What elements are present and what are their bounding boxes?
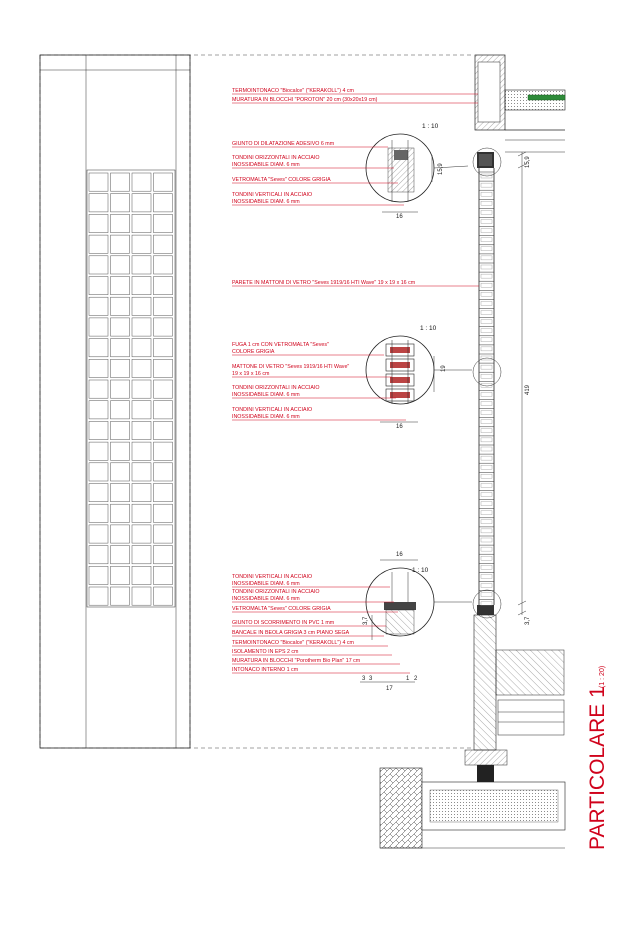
callout-bottom-dim-e: 2 xyxy=(414,676,418,682)
right-dim-main: 419 xyxy=(525,384,531,395)
callout-middle-label-4: 19 x 19 x 16 cm xyxy=(232,371,270,377)
callout-middle-label-2: COLORE GRIGIA xyxy=(232,349,275,355)
callout-top xyxy=(232,123,501,220)
right-dimension xyxy=(518,152,531,625)
top-labels xyxy=(232,88,478,103)
callout-middle-dim-width: 16 xyxy=(396,424,403,430)
callout-bottom-label-5: VETROMALTA "Seves" COLORE GRIGIA xyxy=(232,606,331,612)
callout-top-dim-width: 16 xyxy=(396,214,403,220)
callout-bottom-label-10: MURATURA IN BLOCCHI "Porotherm Bio Plan" 17 cm xyxy=(232,658,361,664)
callout-top-label-1: GIUNTO DI DILATAZIONE ADESIVO 6 mm xyxy=(232,141,335,147)
green-membrane xyxy=(528,95,565,100)
callout-bottom-dim-d: 1 xyxy=(406,676,410,682)
callout-middle-label-3: MATTONE DI VETRO "Seves 1919/16 HTI Wave" xyxy=(232,364,350,370)
callout-bottom-dim-a: 3 xyxy=(362,676,366,682)
top-label-1: TERMOINTONACO "Biocalce" ("KERAKOLL") 4 cm xyxy=(232,88,354,94)
callout-bottom-scale: 1 : 10 xyxy=(412,567,429,574)
callout-bottom-label-1: TONDINI VERTICALI IN ACCIAIO xyxy=(232,574,313,580)
elevation-view xyxy=(40,55,190,748)
callout-middle-label-7: TONDINI VERTICALI IN ACCIAIO xyxy=(232,407,313,413)
callout-bottom-dim-b: 3 xyxy=(369,676,373,682)
callout-middle-label-1: FUGA 1 cm CON VETROMALTA "Seves" xyxy=(232,342,329,348)
callout-bottom-label-3: TONDINI ORIZZONTALI IN ACCIAIO xyxy=(232,589,320,595)
title-scale: (1 : 20) xyxy=(599,665,606,688)
callout-bottom-dim-c: 17 xyxy=(386,686,393,692)
callout-bottom xyxy=(232,552,501,692)
callout-top-scale: 1 : 10 xyxy=(422,123,439,130)
title-text: PARTICOLARE 1 xyxy=(586,686,609,850)
top-label-2: MURATURA IN BLOCCHI "POROTON" 20 cm (30x20x19 cm) xyxy=(232,97,378,103)
wall-label: PARETE IN MATTONI DI VETRO "Seves 1919/16 HTI Wave" 19 x 19 x 16 cm xyxy=(232,280,416,286)
callout-top-label-6: INOSSIDABILE DIAM. 6 mm xyxy=(232,199,300,205)
callout-bottom-label-7: BANCALE IN BEOLA GRIGIA 3 cm PIANO SEGA xyxy=(232,630,350,636)
callout-top-label-2: TONDINI ORIZZONTALI IN ACCIAIO xyxy=(232,155,320,161)
callout-bottom-label-2: INOSSIDABILE DIAM. 6 mm xyxy=(232,581,300,587)
callout-bottom-dim-sill: 3,7 xyxy=(363,616,369,625)
callout-top-label-3: INOSSIDABILE DIAM. 6 mm xyxy=(232,162,300,168)
callout-top-dim-height: 15,9 xyxy=(438,163,444,175)
drawing-title xyxy=(586,666,609,850)
glass-block-grid xyxy=(89,173,173,605)
callout-middle-label-6: INOSSIDABILE DIAM. 6 mm xyxy=(232,392,300,398)
callout-bottom-label-6: GIUNTO DI SCORRIMENTO IN PVC 1 mm xyxy=(232,620,335,626)
callout-bottom-label-8: TERMOINTONACO "Biocalce" ("KERAKOLL") 4 cm xyxy=(232,640,354,646)
callout-middle-label-5: TONDINI ORIZZONTALI IN ACCIAIO xyxy=(232,385,320,391)
callout-bottom-label-9: ISOLAMENTO IN EPS 2 cm xyxy=(232,649,299,655)
right-dim-bottom: 3,7 xyxy=(525,616,531,625)
callout-top-label-5: TONDINI VERTICALI IN ACCIAIO xyxy=(232,192,313,198)
callout-bottom-label-11: INTONACO INTERNO 1 cm xyxy=(232,667,299,673)
callout-middle-scale: 1 : 10 xyxy=(420,325,437,332)
callout-bottom-label-4: INOSSIDABILE DIAM. 6 mm xyxy=(232,596,300,602)
glass-block-joints xyxy=(479,172,494,606)
callout-bottom-dim-width: 16 xyxy=(396,552,403,558)
callout-middle-label-8: INOSSIDABILE DIAM. 6 mm xyxy=(232,414,300,420)
right-dim-top: 15,9 xyxy=(525,156,531,168)
callout-top-label-4: VETROMALTA "Seves" COLORE GRIGIA xyxy=(232,177,331,183)
callout-middle xyxy=(232,325,501,430)
callout-middle-dim-height: 19 xyxy=(441,365,447,372)
